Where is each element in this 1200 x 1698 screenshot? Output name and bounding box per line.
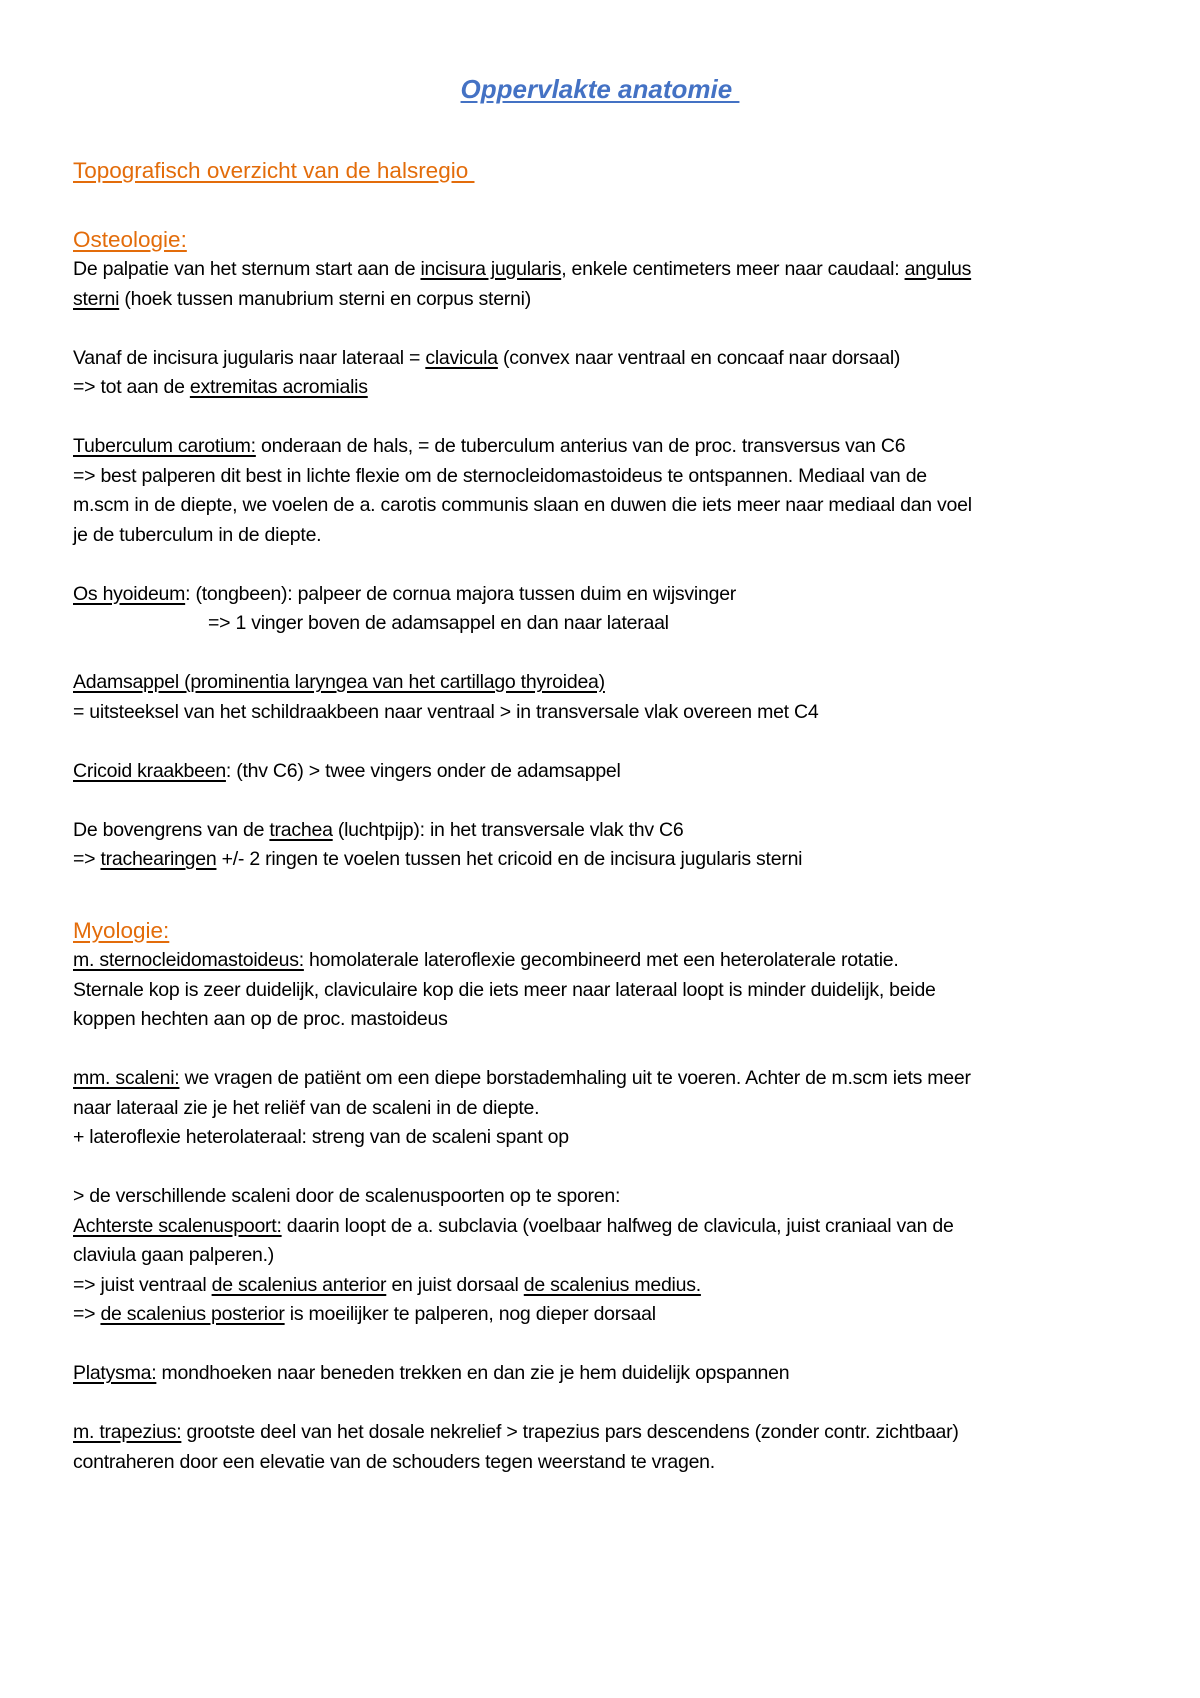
document-subtitle: Topografisch overzicht van de halsregio — [73, 158, 475, 183]
paragraph-line: => de scalenius posterior is moeilijker te palperen, nog dieper dorsaal — [73, 1303, 656, 1325]
paragraph-line: > de verschillende scaleni door de scalenuspoorten op te sporen: — [73, 1185, 621, 1207]
osteologie-section — [73, 225, 1141, 875]
paragraph-line: Cricoid kraakbeen: (thv C6) > twee vingers onder de adamsappel — [73, 759, 621, 782]
paragraph-line: naar lateraal zie je het reliëf van de scaleni in de diepte. — [73, 1096, 540, 1119]
paragraph-line: Os hyoideum: (tongbeen): palpeer de cornua majora tussen duim en wijsvinger — [73, 582, 737, 605]
myologie-heading: Myologie: — [73, 918, 170, 943]
paragraph-line: => trachearingen +/- 2 ringen te voelen tussen het cricoid en de incisura jugularis sterni — [73, 848, 803, 870]
paragraph-line: => 1 vinger boven de adamsappel en dan naar lateraal — [208, 612, 669, 634]
paragraph-line: = uitsteeksel van het schildraakbeen naar ventraal > in transversale vlak overeen met C4 — [73, 700, 819, 723]
paragraph-line: => best palperen dit best in lichte flexie om de sternocleidomastoideus te ontspannen. Mediaal van de — [73, 464, 927, 487]
paragraph-line: mm. scaleni: we vragen de patiënt om een diepe borstademhaling uit te voeren. Achter de m.scm iets meer — [73, 1067, 971, 1089]
osteologie-heading: Osteologie: — [73, 227, 187, 252]
paragraph-line: De bovengrens van de trachea (luchtpijp): in het transversale vlak thv C6 — [73, 818, 684, 841]
paragraph-line: koppen hechten aan op de proc. mastoideus — [73, 1008, 448, 1030]
paragraph-line: => tot aan de extremitas acromialis — [73, 376, 368, 398]
paragraph-line: Tuberculum carotium: onderaan de hals, = de tuberculum anterius van de proc. transversus van C6 — [73, 435, 906, 457]
document-title: Oppervlakte anatomie — [460, 74, 740, 104]
paragraph-line: De palpatie van het sternum start aan de incisura jugularis, enkele centimeters meer naar caudaal: angulus — [73, 258, 972, 280]
myologie-section — [73, 916, 1141, 1477]
paragraph-line: m. trapezius: grootste deel van het dosale nekrelief > trapezius pars descendens (zonder contr. zichtbaar) — [73, 1421, 959, 1443]
paragraph-line: Sternale kop is zeer duidelijk, claviculaire kop die iets meer naar lateraal loopt is minder duidelijk, beide — [73, 978, 936, 1001]
paragraph-line: Vanaf de incisura jugularis naar lateraal = clavicula (convex naar ventraal en concaaf naar dorsaal) — [73, 346, 901, 369]
paragraph-line: => juist ventraal de scalenius anterior en juist dorsaal de scalenius medius. — [73, 1273, 701, 1296]
paragraph-line: + lateroflexie heterolateraal: streng van de scaleni spant op — [73, 1126, 569, 1148]
paragraph-line: claviula gaan palperen.) — [73, 1244, 275, 1266]
paragraph-line: m. sternocleidomastoideus: homolaterale lateroflexie gecombineerd met een heterolaterale rotatie. — [73, 949, 899, 971]
paragraph-line: Platysma: mondhoeken naar beneden trekken en dan zie je hem duidelijk opspannen — [73, 1362, 790, 1384]
paragraph-line: contraheren door een elevatie van de schouders tegen weerstand te vragen. — [73, 1450, 715, 1473]
paragraph-line: je de tuberculum in de diepte. — [73, 523, 322, 546]
paragraph-line: Achterste scalenuspoort: daarin loopt de a. subclavia (voelbaar halfweg de clavicula, juist craniaal van de — [73, 1214, 954, 1237]
paragraph-line: Adamsappel (prominentia laryngea van het cartillago thyroidea) — [73, 671, 605, 693]
paragraph-line: m.scm in de diepte, we voelen de a. carotis communis slaan en duwen die iets meer naar mediaal dan voel — [73, 494, 972, 516]
paragraph-line: sterni (hoek tussen manubrium sterni en corpus sterni) — [73, 287, 531, 310]
